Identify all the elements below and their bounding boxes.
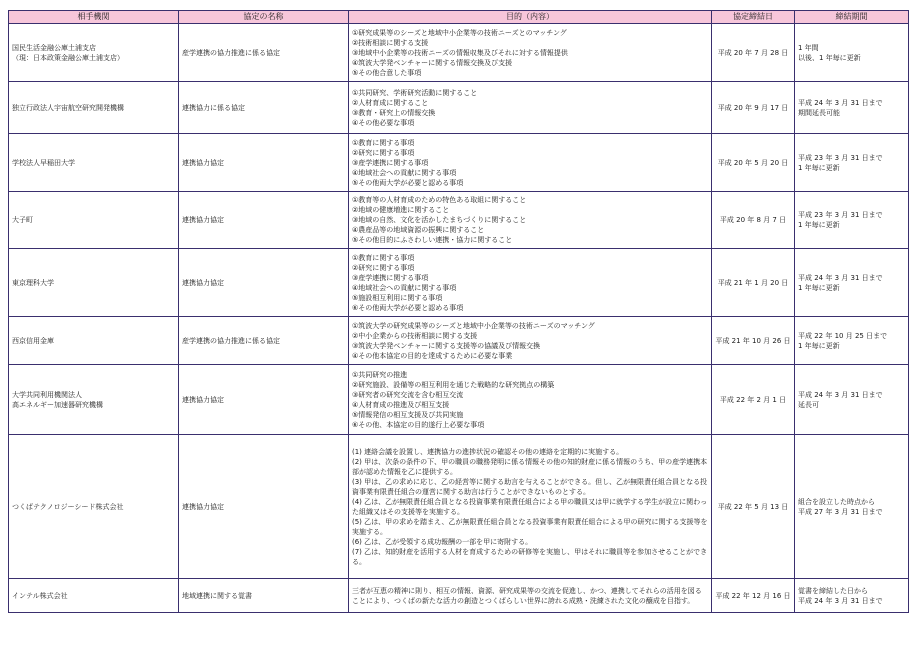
agreement-name-cell [179,249,349,317]
period-cell [795,579,909,613]
partner-line: インテル株式会社 [12,591,68,600]
purpose-item: (6) 乙は、乙が受領する成功報酬の一部を甲に寄附する。 [352,537,533,546]
agreement-name-line: 連携協力協定 [182,158,224,167]
purpose-item: ②中小企業からの技術相談に関する支援 [352,331,478,340]
purpose-item: ④その他必要な事項 [352,118,415,127]
partner-line: 東京理科大学 [12,278,54,287]
agreement-name-line: 産学連携の協力推進に係る協定 [182,336,280,345]
purpose-item: ④地域社会への貢献に関する事項 [352,283,457,292]
header-agreement-name: 協定の名称 [179,11,349,24]
agreement-name-cell [179,24,349,82]
agreements-table [8,10,909,613]
agreement-name-line: 連携協力協定 [182,278,224,287]
header-partner: 相手機関 [9,11,179,24]
purpose-item: ⑥その他両大学が必要と認める事項 [352,303,464,312]
date-cell: 平成 22 年 12 月 16 日 [712,579,795,613]
purpose-item: ①教育に関する事項 [352,253,415,262]
period-line: 1 年間 [798,43,819,52]
partner-line: 大子町 [12,216,33,224]
period-cell [795,365,909,435]
period-cell [795,317,909,365]
purpose-item: ③地域中小企業等の技術ニーズの情報収集及びそれに対する情報提供 [352,48,568,57]
purpose-cell [349,82,712,134]
agreement-name-line: 地域連携に関する覚書 [182,591,252,600]
partner-cell [9,249,179,317]
period-line: 1 年毎に更新 [798,341,840,350]
purpose-item: ①教育等の人材育成のための特色ある取組に関すること [352,196,527,204]
purpose-item: ⑤その他両大学が必要と認める事項 [352,178,464,187]
period-line: 平成 23 年 3 月 31 日まで [798,153,883,162]
purpose-cell [349,134,712,192]
table-row [9,365,909,435]
table-body [9,24,909,613]
purpose-item: 三者が互恵の精神に則り、相互の情報、資源、研究成果等の交流を促進し、かつ、連携してそれらの活用を図ることにより、つくばの新たな活力の創造とつくばらしい世界に誇れる成熟・洗練された文化の醸成を目指す。 [352,586,702,605]
agreement-name-cell [179,435,349,579]
agreements-table-wrapper [8,10,908,613]
partner-line: 高エネルギー加速器研究機構 [12,400,103,409]
purpose-item: ⑤その他目的にふさわしい連携・協力に関すること [352,236,513,244]
purpose-item: ①筑波大学の研究成果等のシーズと地域中小企業等の技術ニーズのマッチング [352,321,595,330]
header-date: 協定締結日 [712,11,795,24]
partner-cell [9,365,179,435]
partner-cell [9,82,179,134]
purpose-item: ③産学連携に関する事項 [352,158,429,167]
agreement-name-line: 連携協力協定 [182,216,224,224]
purpose-item: ①共同研究の推進 [352,370,408,379]
table-row [9,24,909,82]
period-line: 期間延長可能 [798,108,840,117]
period-cell [795,192,909,249]
partner-line: 独立行政法人宇宙航空研究開発機構 [12,103,124,112]
period-cell [795,24,909,82]
agreement-name-cell [179,365,349,435]
header-period: 締結期間 [795,11,909,24]
partner-line: 学校法人早稲田大学 [12,158,75,167]
period-line: 平成 24 年 3 月 31 日まで [798,596,883,605]
period-line: 以後、1 年毎に更新 [798,53,861,62]
period-cell [795,435,909,579]
period-line: 1 年毎に更新 [798,163,840,172]
period-line: 平成 24 年 3 月 31 日まで [798,390,883,399]
purpose-cell [349,249,712,317]
purpose-item: ④人材育成の推進及び相互支援 [352,400,450,409]
date-cell: 平成 20 年 5 月 20 日 [712,134,795,192]
purpose-item: ③筑波大学発ベンチャーに関する支援等の協議及び情報交換 [352,341,541,350]
period-cell [795,82,909,134]
purpose-cell [349,192,712,249]
purpose-item: (3) 甲は、乙の求めに応じ、乙の経営等に関する助言を与えることができる。但し、乙が無限責任組合員となる投資事業有限責任組合の運営に関する助言は行うことができないものとする。 [352,477,708,496]
period-line: 平成 24 年 3 月 31 日まで [798,98,883,107]
purpose-cell [349,579,712,613]
purpose-item: (4) 乙は、乙が無限責任組合員となる投資事業有限責任組合による甲の職員又は甲に就学する学生が設立に関わった組織又はその支援等を実施する。 [352,497,708,516]
purpose-cell [349,317,712,365]
purpose-item: ②研究に関する事項 [352,263,415,272]
period-line: 延長可 [798,400,819,409]
period-line: 平成 27 年 3 月 31 日まで [798,507,883,516]
partner-cell [9,24,179,82]
date-cell: 平成 20 年 9 月 17 日 [712,82,795,134]
purpose-item: ④その他本協定の目的を達成するために必要な事業 [352,351,513,360]
agreement-name-cell [179,579,349,613]
agreement-name-line: 産学連携の協力推進に係る協定 [182,48,280,57]
partner-line: 大学共同利用機関法人 [12,390,82,399]
partner-cell [9,192,179,249]
purpose-item: ④農産品等の地域資源の振興に関すること [352,226,485,234]
purpose-item: ②地域の健康増進に関すること [352,206,450,214]
date-cell: 平成 21 年 1 月 20 日 [712,249,795,317]
date-cell: 平成 21 年 10 月 26 日 [712,317,795,365]
table-row [9,134,909,192]
period-line: 平成 24 年 3 月 31 日まで [798,273,883,282]
date-cell: 平成 20 年 7 月 28 日 [712,24,795,82]
agreement-name-cell [179,317,349,365]
agreement-name-cell [179,82,349,134]
table-row [9,192,909,249]
table-header-row [9,11,909,24]
purpose-item: ⑤情報発信の相互支援及び共同実施 [352,410,464,419]
table-row [9,579,909,613]
period-cell [795,249,909,317]
purpose-item: (5) 乙は、甲の求めを踏まえ、乙が無限責任組合員となる投資事業有限責任組合による甲の研究に関する支援等を実施する。 [352,517,708,536]
partner-cell [9,134,179,192]
table-row [9,249,909,317]
header-purpose: 目的（内容） [349,11,712,24]
purpose-item: (7) 乙は、知的財産を活用する人材を育成するための研修等を実施し、甲はそれに職員等を参加させることができる。 [352,547,708,566]
partner-cell [9,579,179,613]
purpose-item: ⑤その他合意した事項 [352,68,422,77]
purpose-item: ①研究成果等のシーズと地域中小企業等の技術ニーズとのマッチング [352,28,567,37]
period-line: 覚書を締結した日から [798,586,868,595]
period-line: 1 年毎に更新 [798,221,840,229]
partner-line: （現：日本政策金融公庫土浦支店） [12,53,124,62]
agreement-name-line: 連携協力協定 [182,395,224,404]
partner-line: つくばテクノロジーシード株式会社 [12,502,124,511]
partner-cell [9,317,179,365]
purpose-item: ③地域の自然、文化を活かしたまちづくりに関すること [352,216,527,224]
agreement-name-line: 連携協力協定 [182,502,224,511]
table-row [9,317,909,365]
partner-line: 国民生活金融公庫土浦支店 [12,43,96,52]
purpose-cell [349,435,712,579]
partner-line: 西京信用金庫 [12,336,54,345]
purpose-item: ⑤施設相互利用に関する事項 [352,293,443,302]
purpose-item: ②人材育成に関すること [352,98,429,107]
purpose-item: (1) 連絡会議を設置し、連携協力の進捗状況の確認その他の連絡を定期的に実施する。 [352,447,624,456]
period-line: 1 年毎に更新 [798,283,840,292]
period-line: 平成 23 年 3 月 31 日まで [798,211,883,219]
table-row [9,435,909,579]
purpose-item: ④筑波大学発ベンチャーに関する情報交換及び支援 [352,58,513,67]
purpose-item: (2) 甲は、次条の条件の下、甲の職員の職務発明に係る情報その他の知的財産に係る情報のうち、甲の産学連携本部が認めた情報を乙に提供する。 [352,457,708,476]
period-line: 平成 22 年 10 月 25 日まで [798,331,888,340]
purpose-item: ③教育・研究上の情報交換 [352,108,436,117]
purpose-item: ③研究者の研究交流を含む相互交流 [352,390,464,399]
date-cell: 平成 20 年 8 月 7 日 [712,192,795,249]
period-cell [795,134,909,192]
agreement-name-line: 連携協力に係る協定 [182,103,245,112]
purpose-item: ②技術相談に関する支援 [352,38,429,47]
period-line: 組合を設立した時点から [798,497,875,506]
purpose-item: ①共同研究、学術研究活動に関すること [352,88,478,97]
purpose-item: ②研究に関する事項 [352,148,415,157]
agreement-name-cell [179,134,349,192]
purpose-item: ⑥その他、本協定の目的遂行上必要な事項 [352,420,485,429]
partner-cell [9,435,179,579]
purpose-cell [349,365,712,435]
date-cell: 平成 22 年 2 月 1 日 [712,365,795,435]
purpose-item: ③産学連携に関する事項 [352,273,429,282]
table-row [9,82,909,134]
purpose-item: ④地域社会への貢献に関する事項 [352,168,457,177]
purpose-cell [349,24,712,82]
purpose-item: ②研究施設、設備等の相互利用を通じた戦略的な研究拠点の構築 [352,380,555,389]
date-cell: 平成 22 年 5 月 13 日 [712,435,795,579]
purpose-item: ①教育に関する事項 [352,138,415,147]
agreement-name-cell [179,192,349,249]
